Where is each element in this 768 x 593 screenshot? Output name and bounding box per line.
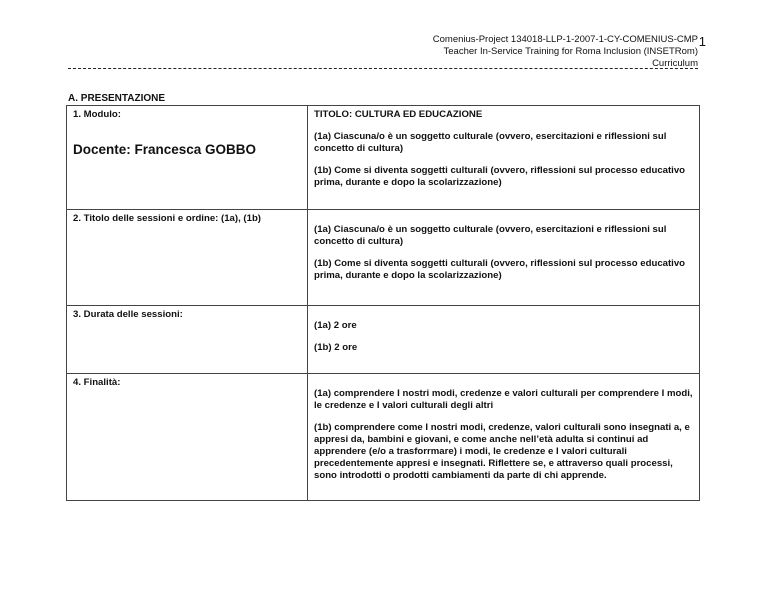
section-title: A. PRESENTAZIONE xyxy=(68,93,166,104)
docente-name: Docente: Francesca GOBBO xyxy=(73,142,257,157)
row-label-cell xyxy=(67,306,308,374)
page-number: 1 xyxy=(698,34,706,49)
session-item: (1a) Ciascuna/o è un soggetto culturale (ovvero, esercitazioni e riflessioni sul concetto di cultura) xyxy=(314,224,667,247)
row-label-cell xyxy=(67,210,308,306)
presentation-table xyxy=(66,105,700,501)
session-item: (1b) Come si diventa soggetti culturali (ovvero, riflessioni sul processo educativo prima, durante e dopo la scolarizzazione) xyxy=(314,258,686,281)
duration-item: (1b) 2 ore xyxy=(314,342,358,353)
goal-item: (1b) comprendere come I nostri modi, credenze, valori culturali sono insegnati a, e appresi da, bambini e giovani, e come anche nell’età adulta si continui ad apprendere (e/o a trasforrmare) i modi, le credenze e I valori culturali precedentemente appresi e insegnati. Riflettere se, e attraverso quali processi, sono introdotti o prodotti cambiamenti da parte di chi apprende. xyxy=(314,422,690,481)
session-item: (1b) Come si diventa soggetti culturali (ovvero, riflessioni sul processo educativo prima, durante e dopo la scolarizzazione) xyxy=(314,165,686,188)
header-project-line: Comenius-Project 134018-LLP-1-2007-1-CY-COMENIUS-CMP xyxy=(432,34,698,45)
row-label: 3. Durata delle sessioni: xyxy=(73,309,183,320)
duration-item: (1a) 2 ore xyxy=(314,320,357,331)
row-content-cell xyxy=(308,106,700,210)
row-content-cell xyxy=(308,374,700,501)
table-row xyxy=(67,306,700,374)
header-curriculum-line: Curriculum xyxy=(652,58,698,69)
row-label: 2. Titolo delle sessioni e ordine: (1a), (1b) xyxy=(73,213,262,224)
row-label-cell xyxy=(67,374,308,501)
header-training-line: Teacher In-Service Training for Roma Inclusion (INSETRom) xyxy=(443,46,698,57)
row-content-cell xyxy=(308,306,700,374)
header-divider xyxy=(68,68,698,69)
table-row xyxy=(67,106,700,210)
document-header xyxy=(433,34,698,70)
table-row xyxy=(67,210,700,306)
row-content-cell xyxy=(308,210,700,306)
table-row xyxy=(67,374,700,501)
row-label: 1. Modulo: xyxy=(73,109,121,120)
row-label: 4. Finalità: xyxy=(73,377,121,388)
session-item: (1a) Ciascuna/o è un soggetto culturale (ovvero, esercitazioni e riflessioni sul concetto di cultura) xyxy=(314,131,667,154)
row-label-cell xyxy=(67,106,308,210)
module-title: TITOLO: CULTURA ED EDUCAZIONE xyxy=(314,109,483,120)
goal-item: (1a) comprendere I nostri modi, credenze e valori culturali per comprendere I modi, le credenze e I valori culturali degli altri xyxy=(314,388,693,411)
